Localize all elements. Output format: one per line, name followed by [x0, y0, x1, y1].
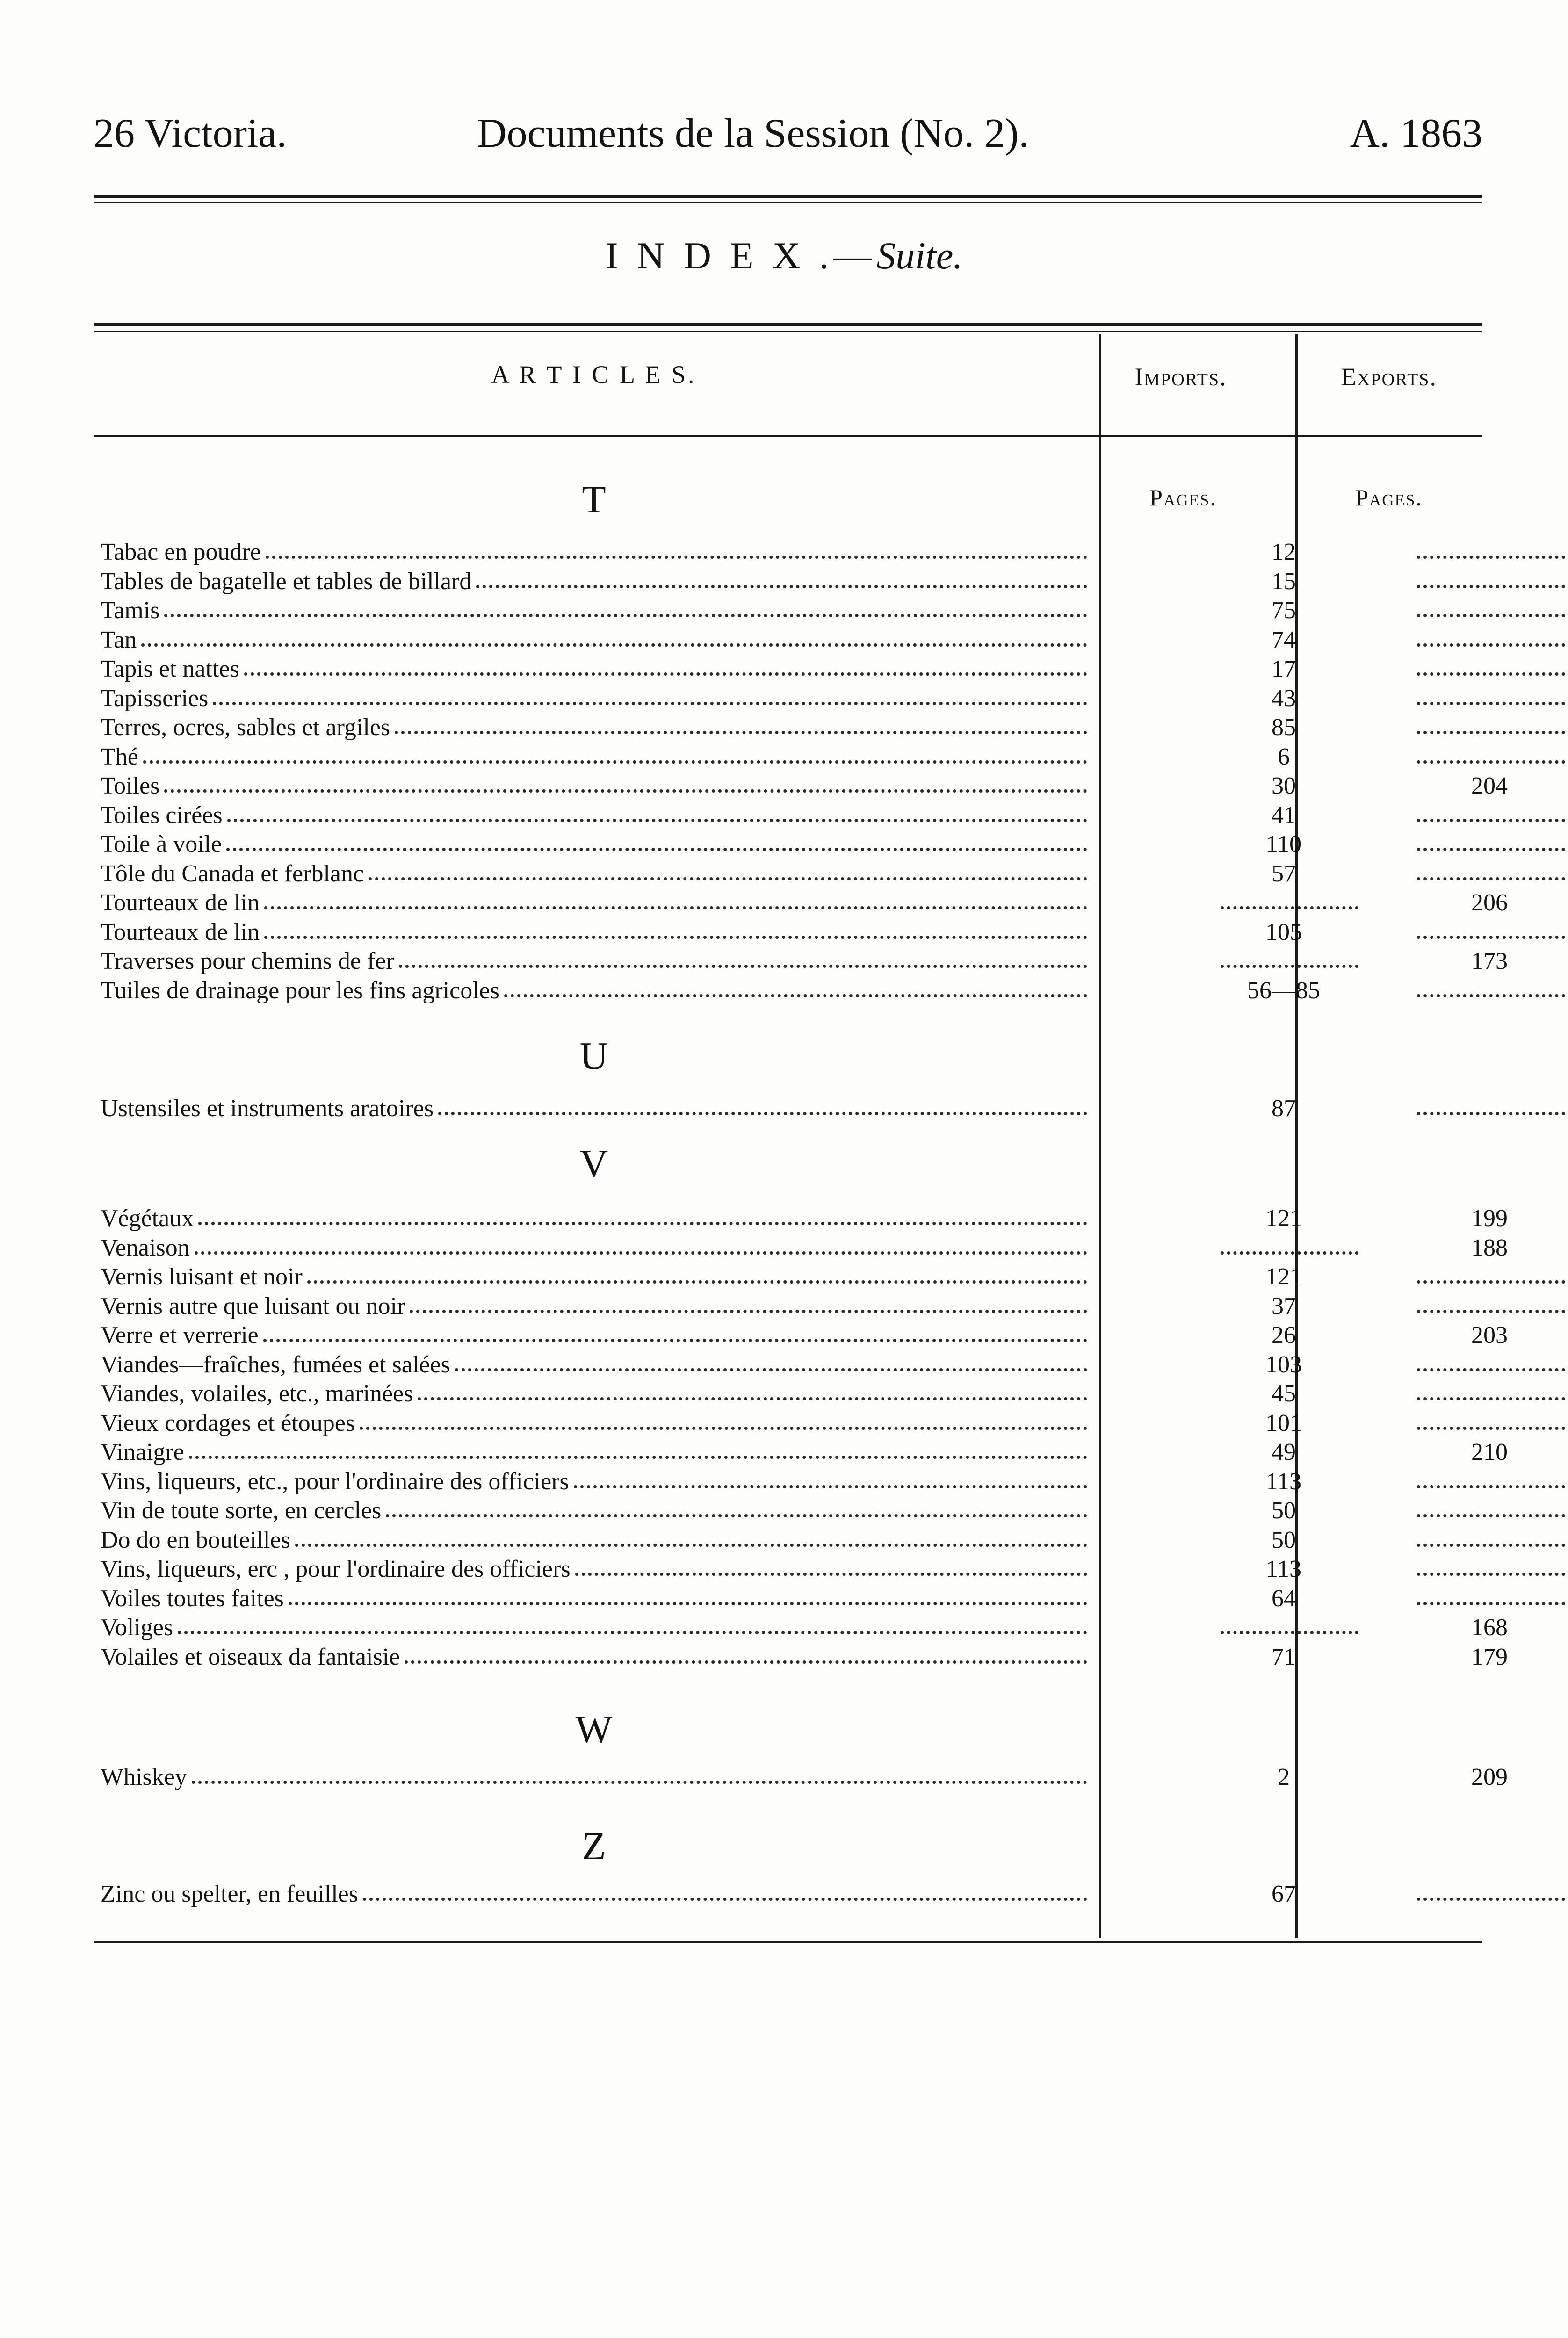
index-row — [101, 859, 1485, 888]
exports-leader-dots — [1417, 713, 1568, 734]
index-row — [101, 567, 1485, 596]
exports-leader-dots — [1417, 1526, 1568, 1547]
imports-page: 121 — [1265, 1205, 1302, 1232]
index-title-main: I N D E X .— — [605, 234, 877, 277]
entry-label: Viandes—fraîches, fumées et salées — [101, 1351, 450, 1378]
entry-label: Toiles cirées — [101, 801, 223, 829]
leader-dots — [178, 1613, 1087, 1634]
imports-page: 41 — [1272, 801, 1296, 829]
exports-page: 210 — [1471, 1439, 1508, 1465]
index-row — [101, 626, 1485, 655]
header-documents: Documents de la Session (No. 2). — [477, 111, 1029, 156]
exports-leader-dots — [1417, 1584, 1568, 1605]
imports-page: 71 — [1272, 1643, 1296, 1670]
imports-leader-dots — [1221, 1613, 1358, 1634]
column-head-articles: A R T I C L E S. — [491, 361, 697, 389]
entry-label-cell — [101, 1643, 1090, 1672]
exports-page: 204 — [1471, 772, 1508, 799]
index-row — [101, 684, 1485, 713]
imports-page: 113 — [1265, 1468, 1302, 1495]
index-row — [101, 830, 1485, 859]
leader-dots — [418, 1379, 1087, 1400]
entry-label-cell — [101, 1263, 1090, 1292]
leader-dots — [189, 1438, 1087, 1459]
entry-label: Ustensiles et instruments aratoires — [101, 1095, 434, 1122]
imports-page: 12 — [1272, 539, 1296, 565]
imports-page: 49 — [1272, 1439, 1296, 1465]
index-row — [101, 1584, 1485, 1613]
entry-label: Toile à voile — [101, 831, 222, 858]
entry-label-cell — [101, 1438, 1090, 1467]
entry-label-cell — [101, 888, 1090, 917]
leader-dots — [386, 1496, 1087, 1517]
entry-label: Terres, ocres, sables et argiles — [101, 714, 390, 741]
leader-dots — [244, 655, 1087, 676]
imports-page: 37 — [1272, 1292, 1296, 1320]
imports-page: 103 — [1265, 1351, 1302, 1378]
exports-page: 179 — [1471, 1643, 1508, 1670]
entry-label: Tourteaux de lin — [101, 918, 260, 945]
exports-leader-dots — [1417, 1350, 1568, 1371]
table-bottom-rule — [94, 1941, 1482, 1943]
entry-label-cell — [101, 976, 1090, 1005]
entry-label: Tables de bagatelle et tables de billard — [101, 568, 472, 595]
imports-page: 74 — [1272, 626, 1296, 653]
entry-label-cell — [101, 567, 1090, 596]
index-row — [101, 918, 1485, 947]
exports-leader-dots — [1417, 655, 1568, 676]
exports-leader-dots — [1417, 1496, 1568, 1517]
leader-dots — [369, 859, 1087, 880]
imports-page: 56—85 — [1247, 977, 1320, 1004]
imports-page: 110 — [1265, 831, 1302, 858]
entry-label-cell — [101, 772, 1090, 801]
entry-label: Vin de toute sorte, en cercles — [101, 1497, 382, 1524]
index-row — [101, 1379, 1485, 1408]
leader-dots — [264, 918, 1087, 939]
leader-dots — [295, 1526, 1087, 1547]
running-header — [94, 110, 1482, 161]
section-letter: V — [579, 1142, 608, 1185]
section-letter: T — [582, 478, 606, 521]
exports-leader-dots — [1417, 1263, 1568, 1284]
index-row — [101, 1263, 1485, 1292]
imports-page: 2 — [1278, 1764, 1290, 1790]
exports-pages-label: Pages. — [1355, 484, 1423, 511]
entry-label: Toiles — [101, 772, 160, 799]
exports-leader-dots — [1417, 1094, 1568, 1115]
leader-dots — [410, 1292, 1087, 1313]
imports-leader-dots — [1221, 1234, 1358, 1255]
leader-dots — [395, 713, 1087, 734]
entry-label: Tan — [101, 626, 137, 653]
entry-label: Zinc ou spelter, en feuilles — [101, 1881, 358, 1907]
entry-label: Viandes, volailes, etc., marinées — [101, 1380, 413, 1407]
leader-dots — [476, 567, 1087, 588]
entry-label: Tapis et nattes — [101, 656, 239, 682]
entry-label: Volailes et oiseaux da fantaisie — [101, 1643, 400, 1670]
index-row — [101, 1350, 1485, 1379]
index-row — [101, 1880, 1485, 1909]
imports-page: 26 — [1272, 1322, 1296, 1349]
entry-label: Tuiles de drainage pour les fins agricoles — [101, 977, 499, 1004]
index-title-suite: Suite. — [876, 234, 963, 277]
index-row — [101, 1094, 1485, 1123]
leader-dots — [227, 801, 1087, 822]
entry-label: Do do en bouteilles — [101, 1526, 290, 1553]
imports-page: 121 — [1265, 1263, 1302, 1290]
entry-label-cell — [101, 1496, 1090, 1525]
entry-label-cell — [101, 655, 1090, 684]
entry-label: Vernis luisant et noir — [101, 1263, 303, 1290]
exports-page: 199 — [1471, 1205, 1508, 1232]
entry-label-cell — [101, 1880, 1090, 1909]
index-row — [101, 772, 1508, 801]
entry-label-cell — [101, 1409, 1090, 1438]
entry-label: Traverses pour chemins de fer — [101, 948, 394, 974]
table-top-rule-thin — [94, 331, 1482, 332]
entry-label-cell — [101, 1763, 1090, 1792]
column-head-imports: Imports. — [1134, 363, 1227, 391]
entry-label: Végétaux — [101, 1205, 194, 1232]
entry-label: Whiskey — [101, 1764, 187, 1790]
imports-page: 15 — [1272, 568, 1296, 595]
exports-leader-dots — [1417, 1880, 1568, 1901]
index-row — [101, 1526, 1485, 1555]
leader-dots — [226, 830, 1087, 851]
entry-label: Venaison — [101, 1234, 190, 1261]
exports-leader-dots — [1417, 976, 1568, 997]
index-row — [101, 976, 1485, 1005]
entry-label-cell — [101, 1350, 1090, 1379]
leader-dots — [504, 976, 1087, 997]
index-row — [101, 596, 1485, 625]
index-row — [101, 655, 1485, 684]
leader-dots — [574, 1467, 1087, 1488]
entry-label-cell — [101, 596, 1090, 625]
entry-label-cell — [101, 1234, 1090, 1263]
exports-leader-dots — [1417, 1409, 1568, 1430]
table-top-rule-thick — [94, 323, 1482, 326]
leader-dots — [164, 596, 1087, 617]
entry-label-cell — [101, 801, 1090, 830]
exports-page: 173 — [1471, 948, 1508, 974]
index-row — [101, 1467, 1485, 1496]
entry-label-cell — [101, 947, 1090, 976]
imports-page: 64 — [1272, 1585, 1296, 1612]
exports-leader-dots — [1417, 1292, 1568, 1313]
exports-page: 209 — [1471, 1764, 1508, 1790]
index-row — [101, 1555, 1485, 1584]
entry-label: Tapisseries — [101, 685, 209, 712]
entry-label-cell — [101, 1321, 1090, 1350]
entry-label-cell — [101, 1555, 1090, 1584]
header-session: 26 Victoria. — [94, 111, 287, 156]
entry-label: Tamis — [101, 597, 160, 624]
exports-page: 206 — [1471, 889, 1508, 916]
index-row — [101, 1409, 1485, 1438]
index-row — [101, 1438, 1508, 1467]
exports-leader-dots — [1417, 538, 1568, 559]
leader-dots — [360, 1409, 1087, 1430]
entry-label: Voliges — [101, 1614, 173, 1641]
exports-leader-dots — [1417, 801, 1568, 822]
index-row — [101, 947, 1508, 976]
exports-page: 188 — [1471, 1234, 1508, 1261]
leader-dots — [195, 1234, 1087, 1255]
exports-leader-dots — [1417, 684, 1568, 705]
imports-page: 57 — [1272, 860, 1296, 887]
exports-leader-dots — [1417, 918, 1568, 939]
entry-label: Vins, liqueurs, etc., pour l'ordinaire des officiers — [101, 1468, 569, 1495]
header-rule-thin — [94, 202, 1482, 203]
exports-leader-dots — [1417, 743, 1568, 764]
exports-page: 203 — [1471, 1322, 1508, 1349]
leader-dots — [143, 743, 1087, 764]
column-head-rule — [94, 435, 1482, 437]
index-row — [101, 1234, 1508, 1263]
entry-label-cell — [101, 1467, 1090, 1496]
index-row — [101, 1321, 1508, 1350]
leader-dots — [307, 1263, 1087, 1284]
entry-label-cell — [101, 1526, 1090, 1555]
imports-page: 17 — [1272, 656, 1296, 682]
leader-dots — [164, 772, 1087, 793]
entry-label: Tourteaux de lin — [101, 889, 260, 916]
imports-pages-label: Pages. — [1149, 484, 1217, 511]
leader-dots — [213, 684, 1087, 705]
entry-label-cell — [101, 859, 1090, 888]
index-row — [101, 801, 1485, 830]
leader-dots — [289, 1584, 1087, 1605]
exports-leader-dots — [1417, 626, 1568, 647]
index-row — [101, 743, 1485, 772]
imports-page: 45 — [1272, 1380, 1296, 1407]
section-letter: W — [575, 1708, 613, 1751]
index-row — [101, 888, 1508, 917]
entry-label: Verre et verrerie — [101, 1322, 259, 1349]
entry-label-cell — [101, 1292, 1090, 1321]
header-year: A. 1863 — [1350, 111, 1482, 156]
index-row — [101, 538, 1485, 567]
entry-label: Thé — [101, 743, 138, 770]
imports-page: 50 — [1272, 1497, 1296, 1524]
entry-label-cell — [101, 538, 1090, 567]
imports-page: 30 — [1272, 772, 1296, 799]
imports-page: 67 — [1272, 1881, 1296, 1907]
leader-dots — [263, 1321, 1087, 1342]
section-letter: Z — [582, 1825, 606, 1868]
index-row — [101, 1643, 1508, 1672]
leader-dots — [575, 1555, 1087, 1576]
leader-dots — [438, 1094, 1087, 1115]
exports-leader-dots — [1417, 596, 1568, 617]
leader-dots — [141, 626, 1087, 647]
imports-leader-dots — [1221, 888, 1358, 909]
exports-leader-dots — [1417, 567, 1568, 588]
index-row — [101, 1613, 1508, 1642]
entry-label: Tabac en poudre — [101, 539, 261, 565]
exports-leader-dots — [1417, 1379, 1568, 1400]
exports-leader-dots — [1417, 859, 1568, 880]
imports-page: 85 — [1272, 714, 1296, 741]
imports-page: 43 — [1272, 685, 1296, 712]
entry-label: Vins, liqueurs, erc , pour l'ordinaire des officiers — [101, 1556, 571, 1582]
entry-label-cell — [101, 918, 1090, 947]
entry-label: Vieux cordages et étoupes — [101, 1409, 355, 1436]
leader-dots — [198, 1204, 1087, 1225]
imports-page: 50 — [1272, 1526, 1296, 1553]
leader-dots — [399, 947, 1087, 968]
entry-label-cell — [101, 684, 1090, 713]
exports-page: 168 — [1471, 1614, 1508, 1641]
entry-label-cell — [101, 1094, 1090, 1123]
exports-leader-dots — [1417, 830, 1568, 851]
leader-dots — [405, 1643, 1087, 1664]
entry-label-cell — [101, 713, 1090, 742]
entry-label: Vinaigre — [101, 1439, 184, 1465]
exports-leader-dots — [1417, 1467, 1568, 1488]
imports-page: 6 — [1278, 743, 1290, 770]
imports-page: 101 — [1265, 1409, 1302, 1436]
leader-dots — [264, 888, 1087, 909]
entry-label-cell — [101, 830, 1090, 859]
entry-label: Tôle du Canada et ferblanc — [101, 860, 364, 887]
column-head-exports: Exports. — [1341, 363, 1437, 391]
imports-page: 87 — [1272, 1095, 1296, 1122]
page-title — [0, 234, 1568, 278]
entry-label-cell — [101, 1379, 1090, 1408]
imports-page: 75 — [1272, 597, 1296, 624]
exports-leader-dots — [1417, 1555, 1568, 1576]
section-letter: U — [579, 1034, 608, 1078]
imports-page: 105 — [1265, 918, 1302, 945]
index-row — [101, 1763, 1508, 1792]
entry-label: Voiles toutes faites — [101, 1585, 284, 1612]
index-row — [101, 713, 1485, 742]
entry-label: Vernis autre que luisant ou noir — [101, 1292, 405, 1320]
entry-label-cell — [101, 1204, 1090, 1233]
index-row — [101, 1204, 1508, 1233]
index-row — [101, 1292, 1485, 1321]
imports-leader-dots — [1221, 947, 1358, 968]
entry-label-cell — [101, 1613, 1090, 1642]
entry-label-cell — [101, 626, 1090, 655]
index-row — [101, 1496, 1485, 1525]
leader-dots — [363, 1880, 1087, 1901]
entry-label-cell — [101, 1584, 1090, 1613]
leader-dots — [455, 1350, 1087, 1371]
leader-dots — [266, 538, 1087, 559]
imports-page: 113 — [1265, 1556, 1302, 1582]
header-rule-thick — [94, 195, 1482, 198]
entry-label-cell — [101, 743, 1090, 772]
leader-dots — [192, 1763, 1087, 1784]
